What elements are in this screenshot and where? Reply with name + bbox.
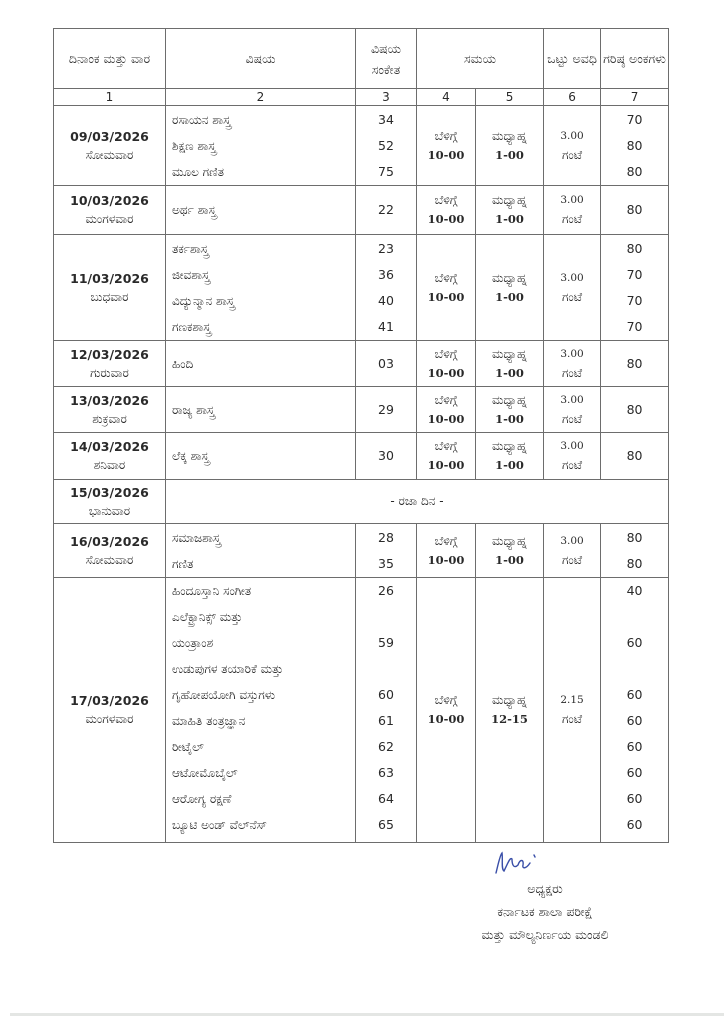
duration-cell — [544, 578, 601, 843]
subject-codes-cell — [356, 578, 417, 843]
duration-hours: 3.00 — [560, 271, 584, 284]
subject-code — [356, 656, 416, 682]
subject-code: 03 — [378, 355, 394, 371]
subject-codes-cell — [356, 106, 417, 186]
exam-day-row — [54, 433, 669, 480]
exam-weekday: ಬುಧವಾರ — [90, 289, 129, 304]
start-label: ಬೆಳಿಗ್ಗೆ — [434, 346, 458, 361]
max-marks-cell — [601, 106, 669, 186]
max-marks-value: 70 — [626, 292, 643, 308]
max-marks-value: 80 — [626, 529, 643, 545]
max-marks-value: 70 — [626, 266, 643, 282]
end-time: 1-00 — [495, 552, 524, 567]
max-marks-value: 80 — [626, 355, 643, 371]
subject-code: 63 — [378, 765, 394, 780]
subject-name: ಜೀವಶಾಸ್ತ್ರ — [172, 267, 210, 282]
end-time: 1-00 — [495, 411, 524, 426]
start-time-cell — [417, 235, 476, 341]
column-number: 3 — [356, 89, 417, 106]
max-marks-value: 80 — [626, 163, 643, 179]
timetable-body — [54, 106, 669, 843]
duration-unit: ಗಂಟೆ — [561, 147, 583, 162]
date-day-cell — [54, 235, 166, 341]
max-marks-value: 60 — [626, 687, 643, 702]
duration-cell — [544, 433, 601, 480]
date-day-cell — [54, 578, 166, 843]
subject-codes-cell — [356, 341, 417, 387]
end-time-cell — [476, 235, 544, 341]
date-day-cell — [54, 387, 166, 433]
duration-unit: ಗಂಟೆ — [561, 411, 583, 426]
exam-date: 12/03/2026 — [70, 346, 149, 362]
max-marks-value: 60 — [626, 791, 643, 806]
end-label: ಮಧ್ಯಾಹ್ನ — [492, 439, 527, 453]
end-time: 12-15 — [491, 712, 528, 726]
organisation-line-2: ಮತ್ತು ಮೌಲ್ಯನಿರ್ಣಯ ಮಂಡಲಿ — [481, 927, 609, 942]
exam-weekday: ಸೋಮವಾರ — [85, 147, 134, 162]
subject-name: ಆರೋಗ್ಯ ರಕ್ಷಣೆ — [172, 792, 232, 806]
subject-code: 28 — [378, 529, 394, 545]
column-number-row — [54, 89, 669, 106]
subject-code: 26 — [378, 583, 394, 598]
subjects-cell — [166, 578, 356, 843]
duration-cell — [544, 235, 601, 341]
page-bottom-edge — [10, 1013, 724, 1016]
subjects-cell — [166, 433, 356, 480]
subject-code: 29 — [378, 401, 394, 417]
subject-name: ಉಡುಪುಗಳ ತಯಾರಿಕೆ ಮತ್ತು — [172, 662, 284, 676]
subject-code: 65 — [378, 817, 394, 832]
column-number: 6 — [544, 89, 601, 106]
subjects-cell — [166, 387, 356, 433]
subjects-cell — [166, 524, 356, 578]
subject-name: ಬ್ಯೂಟಿ ಅಂಡ್ ವೆಲ್‌ನೆಸ್ — [172, 818, 267, 832]
exam-day-row — [54, 106, 669, 186]
start-label: ಬೆಳಿಗ್ಗೆ — [434, 439, 458, 453]
subjects-cell — [166, 341, 356, 387]
exam-weekday: ಮಂಗಳವಾರ — [85, 712, 134, 726]
signature-block — [430, 845, 660, 946]
start-time: 10-00 — [427, 411, 465, 426]
max-marks-value — [601, 604, 668, 630]
duration-cell — [544, 341, 601, 387]
subjects-cell — [166, 186, 356, 235]
exam-day-row — [54, 387, 669, 433]
end-time-cell — [476, 433, 544, 480]
exam-date: 11/03/2026 — [70, 270, 149, 286]
header-subject: ವಿಷಯ — [166, 29, 356, 89]
exam-date: 10/03/2026 — [70, 193, 149, 208]
subjects-cell — [166, 235, 356, 341]
subject-code: 52 — [378, 137, 394, 153]
subject-name: ಗಣಕಶಾಸ್ತ್ರ — [172, 319, 211, 334]
exam-day-row — [54, 341, 669, 387]
start-time-cell — [417, 387, 476, 433]
end-label: ಮಧ್ಯಾಹ್ನ — [492, 693, 527, 707]
max-marks-value: 80 — [626, 202, 643, 217]
exam-weekday: ಭಾನುವಾರ — [88, 503, 131, 518]
subject-code: 40 — [378, 292, 394, 308]
end-time: 1-00 — [495, 289, 524, 304]
header-subject-code: ವಿಷಯ ಸಂಕೇತ — [356, 29, 417, 89]
subject-name: ಹಿಂದಿ — [172, 356, 194, 371]
subject-name: ರಸಾಯನ ಶಾಸ್ತ್ರ — [172, 112, 231, 127]
start-label: ಬೆಳಿಗ್ಗೆ — [434, 533, 458, 548]
subject-name: ಗಣಿತ — [172, 556, 194, 571]
duration-unit: ಗಂಟೆ — [561, 289, 583, 304]
subject-name: ಯಂತ್ರಾಂಶ — [172, 636, 214, 650]
subject-code: 23 — [378, 240, 394, 256]
holiday-cell: - ರಜಾ ದಿನ - — [166, 480, 669, 524]
end-time-cell — [476, 387, 544, 433]
date-day-cell — [54, 480, 166, 524]
max-marks-value: 60 — [626, 635, 643, 650]
start-time-cell — [417, 578, 476, 843]
max-marks-value: 80 — [626, 555, 643, 571]
organisation-line-1: ಕರ್ನಾಟಕ ಶಾಲಾ ಪರೀಕ್ಷೆ — [497, 904, 593, 919]
duration-unit: ಗಂಟೆ — [561, 212, 583, 226]
end-time: 1-00 — [495, 365, 524, 380]
duration-hours: 3.00 — [560, 534, 584, 547]
max-marks-value: 80 — [626, 240, 643, 256]
max-marks-value: 70 — [626, 111, 643, 127]
column-number: 2 — [166, 89, 356, 106]
max-marks-value: 80 — [626, 448, 643, 463]
duration-hours: 3.00 — [560, 129, 584, 142]
exam-weekday: ಗುರುವಾರ — [90, 365, 129, 380]
end-time-cell — [476, 186, 544, 235]
max-marks-value: 80 — [626, 137, 643, 153]
duration-unit: ಗಂಟೆ — [561, 712, 583, 726]
subject-name: ಹಿಂದೂಸ್ತಾನಿ ಸಂಗೀತ — [172, 584, 252, 598]
max-marks-cell — [601, 235, 669, 341]
start-label: ಬೆಳಿಗ್ಗೆ — [434, 193, 458, 207]
duration-hours: 3.00 — [560, 393, 584, 406]
subject-name: ರೀಟೈಲ್ — [172, 740, 204, 754]
subject-code: 41 — [378, 318, 394, 334]
end-label: ಮಧ್ಯಾಹ್ನ — [492, 128, 527, 143]
max-marks-value — [601, 656, 668, 682]
signature-scribble — [490, 847, 550, 879]
exam-weekday: ಸೋಮವಾರ — [85, 552, 134, 567]
start-time-cell — [417, 186, 476, 235]
start-label: ಬೆಳಿಗ್ಗೆ — [434, 693, 458, 707]
start-time-cell — [417, 106, 476, 186]
subjects-cell — [166, 106, 356, 186]
subject-code: 30 — [378, 448, 394, 463]
duration-unit: ಗಂಟೆ — [561, 365, 583, 380]
end-label: ಮಧ್ಯಾಹ್ನ — [492, 392, 527, 407]
exam-date: 14/03/2026 — [70, 439, 149, 454]
duration-hours: 3.00 — [560, 440, 584, 452]
column-number: 1 — [54, 89, 166, 106]
exam-date: 13/03/2026 — [70, 392, 149, 408]
duration-hours: 2.15 — [560, 694, 584, 706]
end-label: ಮಧ್ಯಾಹ್ನ — [492, 270, 527, 285]
subject-name: ಲೆಕ್ಕ ಶಾಸ್ತ್ರ — [172, 449, 210, 463]
max-marks-cell — [601, 186, 669, 235]
start-label: ಬೆಳಿಗ್ಗೆ — [434, 128, 458, 143]
max-marks-cell — [601, 578, 669, 843]
exam-date: 09/03/2026 — [70, 128, 149, 144]
column-number: 4 — [417, 89, 476, 106]
start-time: 10-00 — [427, 712, 465, 726]
exam-day-row — [54, 480, 669, 524]
duration-hours: 3.00 — [560, 194, 584, 206]
subject-code — [356, 604, 416, 630]
date-day-cell — [54, 186, 166, 235]
subject-name: ಅರ್ಥ ಶಾಸ್ತ್ರ — [172, 203, 217, 217]
end-label: ಮಧ್ಯಾಹ್ನ — [492, 346, 527, 361]
subject-name: ಎಲೆಕ್ಟ್ರಾನಿಕ್ಸ್ ಮತ್ತು — [172, 610, 243, 624]
signature — [430, 845, 660, 877]
subject-code: 62 — [378, 739, 394, 754]
subject-code: 34 — [378, 111, 394, 127]
duration-unit: ಗಂಟೆ — [561, 552, 583, 567]
subject-name: ಮಾಹಿತಿ ತಂತ್ರಜ್ಞಾನ — [172, 714, 246, 728]
subject-code: 60 — [378, 687, 394, 702]
header-row — [54, 29, 669, 89]
end-time-cell — [476, 341, 544, 387]
date-day-cell — [54, 524, 166, 578]
subject-codes-cell — [356, 186, 417, 235]
start-time: 10-00 — [427, 365, 465, 380]
max-marks-value: 60 — [626, 713, 643, 728]
max-marks-value: 40 — [626, 583, 643, 598]
duration-cell — [544, 387, 601, 433]
end-time: 1-00 — [495, 147, 524, 162]
exam-weekday: ಶುಕ್ರವಾರ — [92, 411, 127, 426]
max-marks-value: 70 — [626, 318, 643, 334]
header-time: ಸಮಯ — [417, 29, 544, 89]
exam-day-row — [54, 235, 669, 341]
end-time-cell — [476, 524, 544, 578]
subject-name: ಶಿಕ್ಷಣ ಶಾಸ್ತ್ರ — [172, 138, 216, 153]
date-day-cell — [54, 341, 166, 387]
max-marks-cell — [601, 524, 669, 578]
start-label: ಬೆಳಿಗ್ಗೆ — [434, 392, 458, 407]
start-time: 10-00 — [427, 147, 465, 162]
subject-code: 75 — [378, 163, 394, 179]
end-time-cell — [476, 106, 544, 186]
header-date-day: ದಿನಾಂಕ ಮತ್ತು ವಾರ — [54, 29, 166, 89]
exam-date: 15/03/2026 — [70, 484, 149, 500]
start-label: ಬೆಳಿಗ್ಗೆ — [434, 270, 458, 285]
duration-unit: ಗಂಟೆ — [561, 458, 583, 472]
start-time-cell — [417, 341, 476, 387]
max-marks-cell — [601, 387, 669, 433]
subject-code: 64 — [378, 791, 394, 806]
exam-weekday: ಮಂಗಳವಾರ — [85, 212, 134, 226]
duration-hours: 3.00 — [560, 347, 584, 360]
start-time: 10-00 — [427, 289, 465, 304]
subject-name: ವಿದ್ಯುನ್ಮಾನ ಶಾಸ್ತ್ರ — [172, 293, 235, 308]
max-marks-value: 60 — [626, 817, 643, 832]
start-time: 10-00 — [427, 552, 465, 567]
subject-codes-cell — [356, 524, 417, 578]
max-marks-cell — [601, 433, 669, 480]
end-time: 1-00 — [495, 458, 524, 472]
exam-date: 16/03/2026 — [70, 533, 149, 549]
subject-name: ಗೃಹೋಪಯೋಗಿ ವಸ್ತುಗಳು — [172, 688, 276, 702]
exam-timetable — [53, 28, 669, 843]
subject-name: ರಾಜ್ಯ ಶಾಸ್ತ್ರ — [172, 402, 215, 417]
exam-day-row — [54, 524, 669, 578]
duration-cell — [544, 186, 601, 235]
subject-code: 22 — [378, 202, 394, 217]
subject-code: 61 — [378, 713, 394, 728]
designation: ಅಧ್ಯಕ್ಷರು — [527, 881, 563, 896]
subject-name: ಮೂಲ ಗಣಿತ — [172, 164, 225, 179]
subject-codes-cell — [356, 387, 417, 433]
max-marks-value: 80 — [626, 401, 643, 417]
duration-cell — [544, 524, 601, 578]
max-marks-value: 60 — [626, 739, 643, 754]
header-max-marks: ಗರಿಷ್ಠ ಅಂಕಗಳು — [601, 29, 669, 89]
subject-codes-cell — [356, 433, 417, 480]
subject-code: 36 — [378, 266, 394, 282]
subject-code: 35 — [378, 555, 394, 571]
column-number: 5 — [476, 89, 544, 106]
subject-name: ಆಟೋಮೊಬೈಲ್ — [172, 766, 238, 780]
column-number: 7 — [601, 89, 669, 106]
exam-day-row — [54, 578, 669, 843]
end-label: ಮಧ್ಯಾಹ್ನ — [492, 193, 527, 207]
exam-day-row — [54, 186, 669, 235]
start-time: 10-00 — [427, 212, 465, 226]
exam-date: 17/03/2026 — [70, 693, 149, 708]
start-time-cell — [417, 433, 476, 480]
max-marks-value: 60 — [626, 765, 643, 780]
end-time-cell — [476, 578, 544, 843]
start-time: 10-00 — [427, 458, 465, 472]
end-label: ಮಧ್ಯಾಹ್ನ — [492, 533, 527, 548]
date-day-cell — [54, 433, 166, 480]
date-day-cell — [54, 106, 166, 186]
header-total-duration: ಒಟ್ಟು ಅವಧಿ — [544, 29, 601, 89]
start-time-cell — [417, 524, 476, 578]
exam-weekday: ಶನಿವಾರ — [93, 458, 126, 472]
subject-name: ತರ್ಕಶಾಸ್ತ್ರ — [172, 241, 209, 256]
subject-code: 59 — [378, 635, 394, 650]
end-time: 1-00 — [495, 212, 524, 226]
subject-name: ಸಮಾಜಶಾಸ್ತ್ರ — [172, 530, 221, 545]
max-marks-cell — [601, 341, 669, 387]
subject-codes-cell — [356, 235, 417, 341]
duration-cell — [544, 106, 601, 186]
